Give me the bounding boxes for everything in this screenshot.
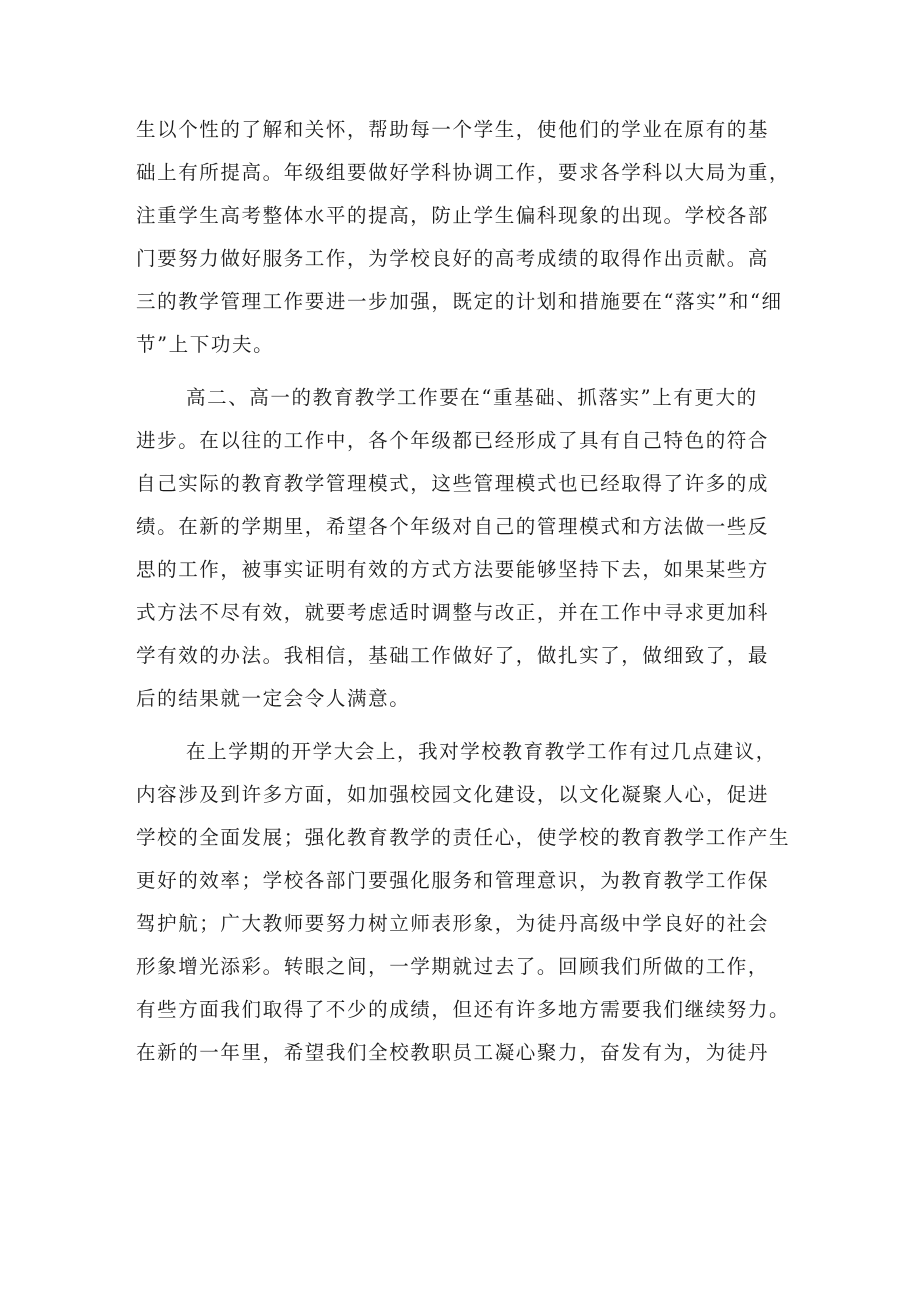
document-body [136, 108, 790, 1074]
text-line: 思的工作，被事实证明有效的方式方法要能够坚持下去，如果某些方 [136, 558, 770, 581]
text-line: 学校的全面发展；强化教育教学的责任心，使学校的教育教学工作产生 [136, 826, 791, 849]
text-line: 更好的效率；学校各部门要强化服务和管理意识，为教育教学工作保 [136, 869, 770, 892]
text-line: 学有效的办法。我相信，基础工作做好了，做扎实了，做细致了，最 [136, 644, 770, 667]
text-line: 门要努力做好服务工作，为学校良好的高考成绩的取得作出贡献。高 [136, 247, 770, 270]
text-line: 注重学生高考整体水平的提高，防止学生偏科现象的出现。学校各部 [136, 204, 770, 227]
text-line: 进步。在以往的工作中，各个年级都已经形成了具有自己特色的符合 [136, 429, 770, 452]
text-line: 生以个性的了解和关怀，帮助每一个学生，使他们的学业在原有的基 [136, 118, 770, 141]
text-line: 自己实际的教育教学管理模式，这些管理模式也已经取得了许多的成 [136, 472, 770, 495]
paragraph-1 [136, 108, 790, 366]
text-line: 在上学期的开学大会上，我对学校教育教学工作有过几点建议， [186, 740, 777, 763]
text-line: 驾护航；广大教师要努力树立师表形象，为徒丹高级中学良好的社会 [136, 912, 770, 935]
text-line: 式方法不尽有效，就要考虑适时调整与改正，并在工作中寻求更加科 [136, 601, 770, 624]
text-line: 在新的一年里，希望我们全校教职员工凝心聚力，奋发有为，为徒丹 [136, 1041, 770, 1064]
text-line: 三的教学管理工作要进一步加强，既定的计划和措施要在“落实”和“细 [136, 290, 783, 313]
text-line: 础上有所提高。年级组要做好学科协调工作，要求各学科以大局为重， [136, 161, 791, 184]
text-line: 高二、高一的教育教学工作要在“重基础、抓落实”上有更大的 [186, 386, 758, 409]
text-line: 形象增光添彩。转眼之间，一学期就过去了。回顾我们所做的工作， [136, 955, 770, 978]
text-line: 节”上下功夫。 [136, 333, 275, 356]
text-line: 有些方面我们取得了不少的成绩，但还有许多地方需要我们继续努力。 [136, 998, 791, 1021]
text-line: 绩。在新的学期里，希望各个年级对自己的管理模式和方法做一些反 [136, 515, 770, 538]
text-line: 内容涉及到许多方面，如加强校园文化建设，以文化凝聚人心，促进 [136, 783, 770, 806]
paragraph-2 [136, 376, 790, 720]
text-line: 后的结果就一定会令人满意。 [136, 687, 411, 710]
paragraph-3 [136, 730, 790, 1074]
